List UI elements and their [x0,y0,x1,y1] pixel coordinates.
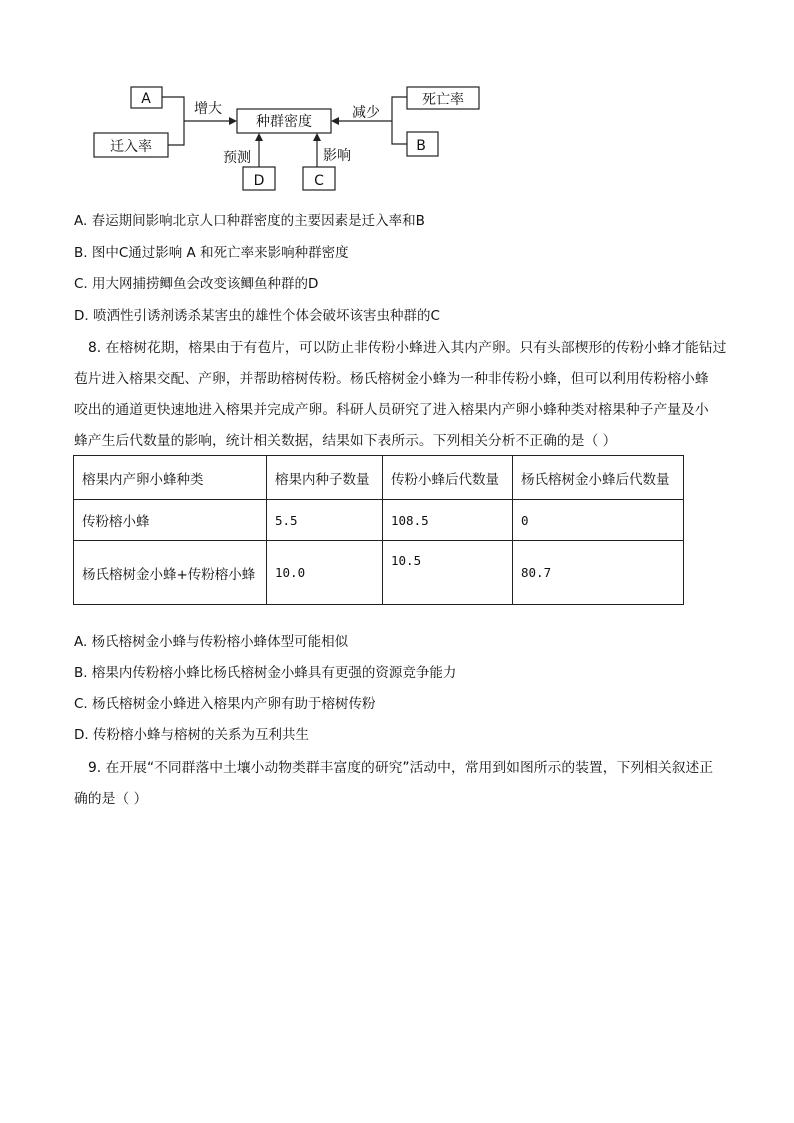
q7-option-c: C. 用大网捕捞鲫鱼会改变该鲫鱼种群的D [74,276,319,292]
q7-option-b: B. 图中C通过影响 A 和死亡率来影响种群密度 [74,245,349,261]
q8-line-4: 蜂产生后代数量的影响，统计相关数据，结果如下表所示。下列相关分析不正确的是（ ） [74,433,617,449]
decrease-label: 减少 [352,105,380,121]
table-cell: 0 [513,500,684,541]
mortality-label: 死亡率 [422,92,464,108]
q9-line-2: 确的是（ ） [74,791,148,807]
box-d-label: D [253,173,265,189]
box-b-label: B [416,138,426,154]
increase-label: 增大 [194,101,222,117]
arrow-predict-head [255,133,263,141]
table-header-cell: 榕果内种子数量 [267,456,383,500]
q8-line-1: 8. 在榕树花期，榕果由于有苞片，可以防止非传粉小蜂进入其内产卵。只有头部楔形的传粉小蜂才能钻过 [88,340,727,356]
q8-line-3: 咬出的通道更快速地进入榕果并完成产卵。科研人员研究了进入榕果内产卵小蜂种类对榕果种子产量及小 [74,402,709,418]
q8-option-a: A. 杨氏榕树金小蜂与传粉榕小蜂体型可能相似 [74,634,349,650]
affect-label: 影响 [323,148,351,164]
table-cell: 5.5 [267,500,383,541]
population-density-diagram [0,0,794,200]
table-row [74,500,684,541]
table-cell: 传粉榕小蜂 [74,500,267,541]
table-header-cell: 榕果内产卵小蜂种类 [74,456,267,500]
table-cell: 80.7 [513,541,684,605]
q8-option-c: C. 杨氏榕树金小蜂进入榕果内产卵有助于榕树传粉 [74,696,376,712]
table-cell: 108.5 [383,500,513,541]
q8-question [74,333,728,457]
table-header-row [74,456,684,500]
q8-option-d: D. 传粉榕小蜂与榕树的关系为互利共生 [74,727,309,743]
box-c-label: C [314,173,324,189]
q8-data-table [73,455,684,605]
q9-line-1: 9. 在开展“不同群落中土壤小动物类群丰富度的研究”活动中，常用到如图所示的装置，下列相关叙述正 [88,760,714,776]
table-cell: 10.0 [267,541,383,605]
box-a-label: A [141,91,151,107]
table-cell: 杨氏榕树金小蜂+传粉榕小蜂 [74,541,267,605]
q7-option-a: A. 春运期间影响北京人口种群密度的主要因素是迁入率和B [74,213,425,229]
connector-b [392,97,407,144]
arrow-affect-head [313,133,321,141]
table-header-cell: 传粉小蜂后代数量 [383,456,513,500]
q7-option-d: D. 喷洒性引诱剂诱杀某害虫的雄性个体会破坏该害虫种群的C [74,308,440,324]
center-label: 种群密度 [256,114,312,130]
table-cell: 10.5 [383,541,513,605]
diagram-svg [0,0,794,200]
predict-label: 预测 [223,150,251,166]
q8-option-b: B. 榕果内传粉榕小蜂比杨氏榕树金小蜂具有更强的资源竞争能力 [74,665,457,681]
connector-a [162,97,184,145]
table-header-cell: 杨氏榕树金小蜂后代数量 [513,456,684,500]
arrow-increase-head [229,117,237,125]
table-row [74,541,684,605]
immigration-label: 迁入率 [110,139,152,155]
q8-line-2: 苞片进入榕果交配、产卵，并帮助榕树传粉。杨氏榕树金小蜂为一种非传粉小蜂，但可以利用传粉榕小蜂 [74,371,709,387]
q9-question [74,753,728,815]
arrow-decrease-head [331,117,339,125]
